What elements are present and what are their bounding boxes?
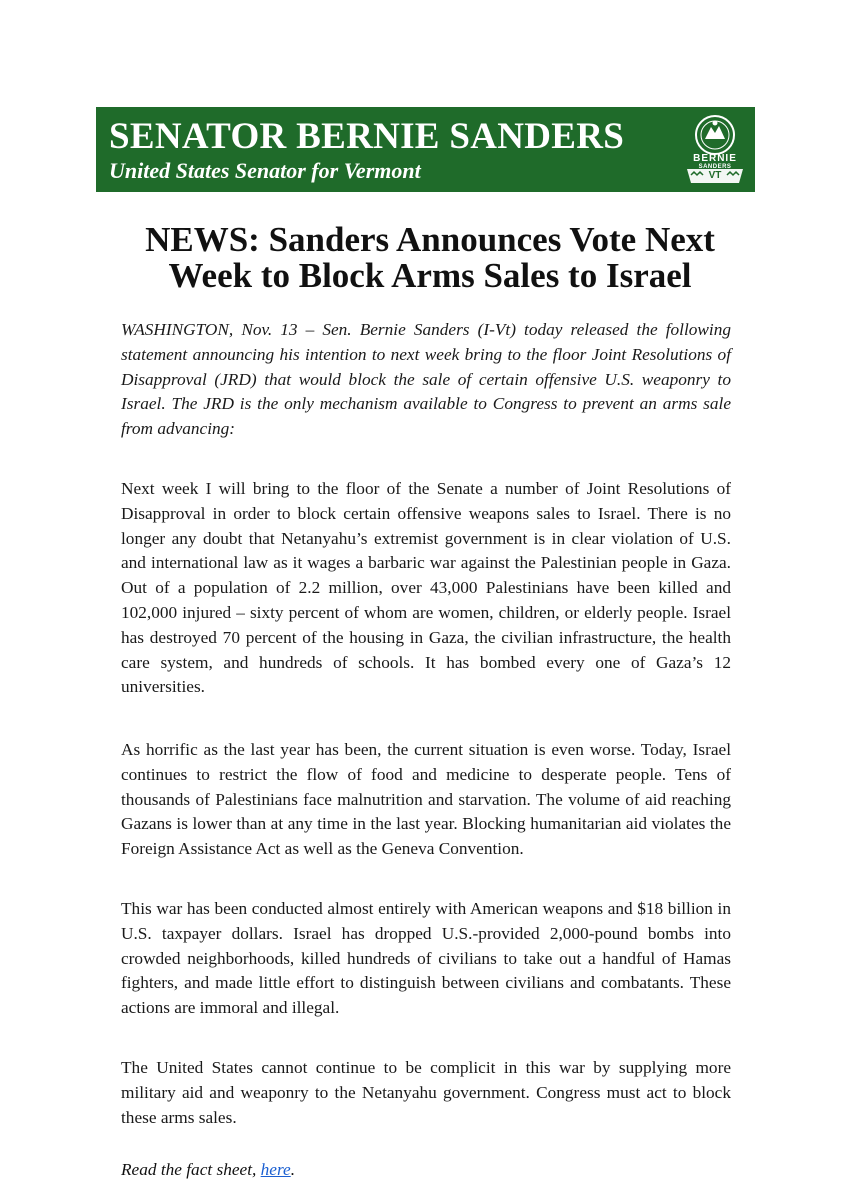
fact-sheet-suffix: . bbox=[290, 1160, 296, 1179]
seal-label-vt: VT bbox=[708, 170, 722, 181]
press-release-headline: NEWS: Sanders Announces Vote Next Week to Block Arms Sales to Israel bbox=[145, 220, 715, 295]
fact-sheet-line bbox=[121, 1158, 295, 1182]
seal-label-sanders: SANDERS bbox=[698, 164, 732, 170]
banner-title: SENATOR BERNIE SANDERS bbox=[109, 116, 625, 157]
fact-sheet-link[interactable]: here bbox=[260, 1160, 291, 1179]
fact-sheet-prefix: Read the fact sheet, bbox=[121, 1160, 261, 1179]
banner-subtitle: United States Senator for Vermont bbox=[109, 158, 421, 183]
statement-paragraph-1: Next week I will bring to the floor of the Senate a number of Joint Resolutions of Disapproval in order to block certain offensive weapons sales to Israel. There is no longer any doubt that Netanyahu’s extremist government is in clear violation of U.S. and international law as it wages a barbaric war against the Palestinian people in Gaza. Out of a population of 2.2 million, over 43,000 Palestinians have been killed and 102,000 injured – sixty percent of whom are women, children, or elderly people. Israel has destroyed 70 percent of the housing in Gaza, the civilian infrastructure, the health care system, and hundreds of schools. It has bombed every one of Gaza’s 12 universities. bbox=[121, 479, 731, 697]
intro-paragraph: WASHINGTON, Nov. 13 – Sen. Bernie Sanders (I-Vt) today released the following statement announcing his intention to next week bring to the floor Joint Resolutions of Disapproval (JRD) that would block the sale of certain offensive U.S. weaponry to Israel. The JRD is the only mechanism available to Congress to prevent an arms sale from advancing: bbox=[121, 320, 731, 439]
statement-paragraph-2: As horrific as the last year has been, the current situation is even worse. Today, Israel continues to restrict the flow of food and medicine to desperate people. Tens of thousands of Palestinians face malnutrition and starvation. The volume of aid reaching Gazans is lower than at any time in the last year. Blocking humanitarian aid violates the Foreign Assistance Act as well as the Geneva Convention. bbox=[121, 740, 731, 859]
senator-banner bbox=[96, 107, 755, 192]
seal-label-bernie: BERNIE bbox=[693, 153, 737, 164]
statement-paragraph-3: This war has been conducted almost entirely with American weapons and $18 billion in U.S. taxpayer dollars. Israel has dropped U.S.-provided 2,000-pound bombs into crowded neighborhoods, killed hundreds of civilians to take out a handful of Hamas fighters, and made little effort to distinguish between civilians and combatants. These actions are immoral and illegal. bbox=[121, 899, 731, 1018]
senator-seal-logo bbox=[683, 113, 747, 187]
statement-paragraph-4: The United States cannot continue to be complicit in this war by supplying more military aid and weaponry to the Netanyahu government. Congress must act to block these arms sales. bbox=[121, 1058, 731, 1127]
